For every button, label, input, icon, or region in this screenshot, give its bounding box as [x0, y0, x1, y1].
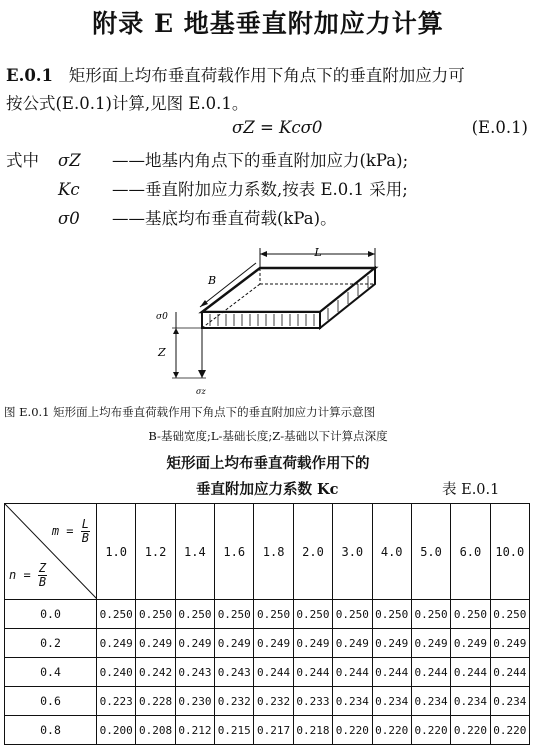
label-L: L [314, 246, 322, 259]
column-header: 3.0 [333, 504, 372, 600]
column-header: 6.0 [451, 504, 490, 600]
column-header: 2.0 [293, 504, 332, 600]
arrow-head [173, 328, 179, 334]
formula-expression: σZ = Kcσ0 [232, 118, 323, 137]
table-row [5, 600, 530, 629]
definition-text: ——垂直附加应力系数,按表 E.0.1 采用; [112, 180, 408, 199]
definitions-lead: 式中 [6, 151, 39, 170]
table-cell: 0.250 [175, 600, 214, 629]
table-cell: 0.243 [175, 658, 214, 687]
table-cell: 0.244 [372, 658, 411, 687]
appendix-title: 附录 E 地基垂直附加应力计算 [92, 9, 444, 38]
header-n: n = $\frac{Z}{B}$ [9, 561, 47, 589]
row-header-n: 0.6 [5, 687, 97, 716]
section-text-line1: 矩形面上均布垂直荷载作用下角点下的垂直附加应力可 [68, 66, 465, 85]
table-cell: 0.250 [97, 600, 136, 629]
table-cell: 0.249 [97, 629, 136, 658]
column-header: 4.0 [372, 504, 411, 600]
definition-text: ——地基内角点下的垂直附加应力(kPa); [112, 151, 409, 170]
table-cell: 0.244 [254, 658, 293, 687]
table-cell: 0.249 [333, 629, 372, 658]
row-header-n: 0.4 [5, 658, 97, 687]
header-m: m = $\frac{L}{B}$ [51, 517, 89, 545]
column-header: 1.0 [97, 504, 136, 600]
load-diagram [150, 244, 390, 400]
table-cell: 0.250 [372, 600, 411, 629]
label-sigma0: σ0 [156, 312, 168, 322]
table-cell: 0.250 [490, 600, 529, 629]
definition-row [6, 204, 408, 233]
table-cell: 0.200 [97, 716, 136, 745]
table-cell: 0.228 [136, 687, 175, 716]
table-cell: 0.249 [254, 629, 293, 658]
formula-number: (E.0.1) [471, 118, 528, 137]
column-header: 5.0 [411, 504, 450, 600]
table-title-line2: 垂直附加应力系数 Kc [196, 481, 339, 498]
table-cell: 0.243 [215, 658, 254, 687]
table-cell: 0.208 [136, 716, 175, 745]
table-row [5, 687, 530, 716]
table-cell: 0.249 [411, 629, 450, 658]
table-row [5, 658, 530, 687]
table-cell: 0.250 [333, 600, 372, 629]
table-cell: 0.233 [293, 687, 332, 716]
table-cell: 0.220 [451, 716, 490, 745]
table-cell: 0.218 [293, 716, 332, 745]
table-cell: 0.249 [372, 629, 411, 658]
row-header-n: 0.0 [5, 600, 97, 629]
table-row [5, 716, 530, 745]
label-Z: Z [158, 346, 166, 359]
section-paragraph-line1 [6, 62, 465, 90]
header-diagonal-cell [5, 504, 97, 600]
table-cell: 0.234 [451, 687, 490, 716]
arrow-head [173, 372, 179, 378]
definition-symbol: Kc [58, 180, 80, 199]
table-cell: 0.249 [175, 629, 214, 658]
table-cell: 0.212 [175, 716, 214, 745]
table-cell: 0.232 [215, 687, 254, 716]
table-cell: 0.220 [490, 716, 529, 745]
arrow-head [368, 251, 375, 257]
table-header-row [5, 504, 530, 600]
definition-row [6, 175, 408, 204]
column-header: 1.4 [175, 504, 214, 600]
arrow-head [260, 251, 267, 257]
table-cell: 0.250 [293, 600, 332, 629]
table-cell: 0.234 [372, 687, 411, 716]
table-cell: 0.242 [136, 658, 175, 687]
row-header-n: 0.2 [5, 629, 97, 658]
table-cell: 0.232 [254, 687, 293, 716]
table-row [5, 629, 530, 658]
table-cell: 0.240 [97, 658, 136, 687]
sigmaz-arrow [198, 370, 206, 378]
table-cell: 0.244 [411, 658, 450, 687]
table-cell: 0.234 [411, 687, 450, 716]
table-cell: 0.249 [293, 629, 332, 658]
row-header-n: 0.8 [5, 716, 97, 745]
definition-row [6, 146, 408, 175]
table-cell: 0.250 [411, 600, 450, 629]
table-title-line1: 矩形面上均布垂直荷载作用下的 [166, 455, 370, 472]
definition-symbol: σ0 [58, 209, 80, 228]
table-cell: 0.249 [451, 629, 490, 658]
table-cell: 0.220 [333, 716, 372, 745]
table-cell: 0.250 [451, 600, 490, 629]
table-cell: 0.234 [490, 687, 529, 716]
table-cell: 0.249 [136, 629, 175, 658]
table-cell: 0.250 [215, 600, 254, 629]
label-sigmaz: σz [196, 387, 206, 396]
table-cell: 0.234 [333, 687, 372, 716]
section-text-line2: 按公式(E.0.1)计算,见图 E.0.1。 [6, 94, 249, 113]
definition-symbol: σZ [58, 151, 81, 170]
table-cell: 0.223 [97, 687, 136, 716]
table-cell: 0.220 [372, 716, 411, 745]
column-header: 1.2 [136, 504, 175, 600]
section-number: E.0.1 [6, 66, 54, 85]
table-cell: 0.249 [215, 629, 254, 658]
table-cell: 0.250 [254, 600, 293, 629]
table-cell: 0.220 [411, 716, 450, 745]
figure-caption: 图 E.0.1 矩形面上均布垂直荷载作用下角点下的垂直附加应力计算示意图 [4, 405, 376, 419]
coefficient-table [4, 503, 530, 745]
table-cell: 0.244 [490, 658, 529, 687]
table-cell: 0.215 [215, 716, 254, 745]
table-cell: 0.244 [293, 658, 332, 687]
definitions [6, 146, 408, 233]
table-cell: 0.250 [136, 600, 175, 629]
table-number: 表 E.0.1 [442, 482, 500, 498]
table-cell: 0.217 [254, 716, 293, 745]
column-header: 1.8 [254, 504, 293, 600]
column-header: 1.6 [215, 504, 254, 600]
table-cell: 0.230 [175, 687, 214, 716]
table-cell: 0.244 [333, 658, 372, 687]
table-cell: 0.249 [490, 629, 529, 658]
label-B: B [208, 274, 217, 287]
figure-legend: B-基础宽度;L-基础长度;Z-基础以下计算点深度 [148, 429, 388, 443]
definition-text: ——基底均布垂直荷载(kPa)。 [112, 209, 337, 228]
table-cell: 0.244 [451, 658, 490, 687]
column-header: 10.0 [490, 504, 529, 600]
